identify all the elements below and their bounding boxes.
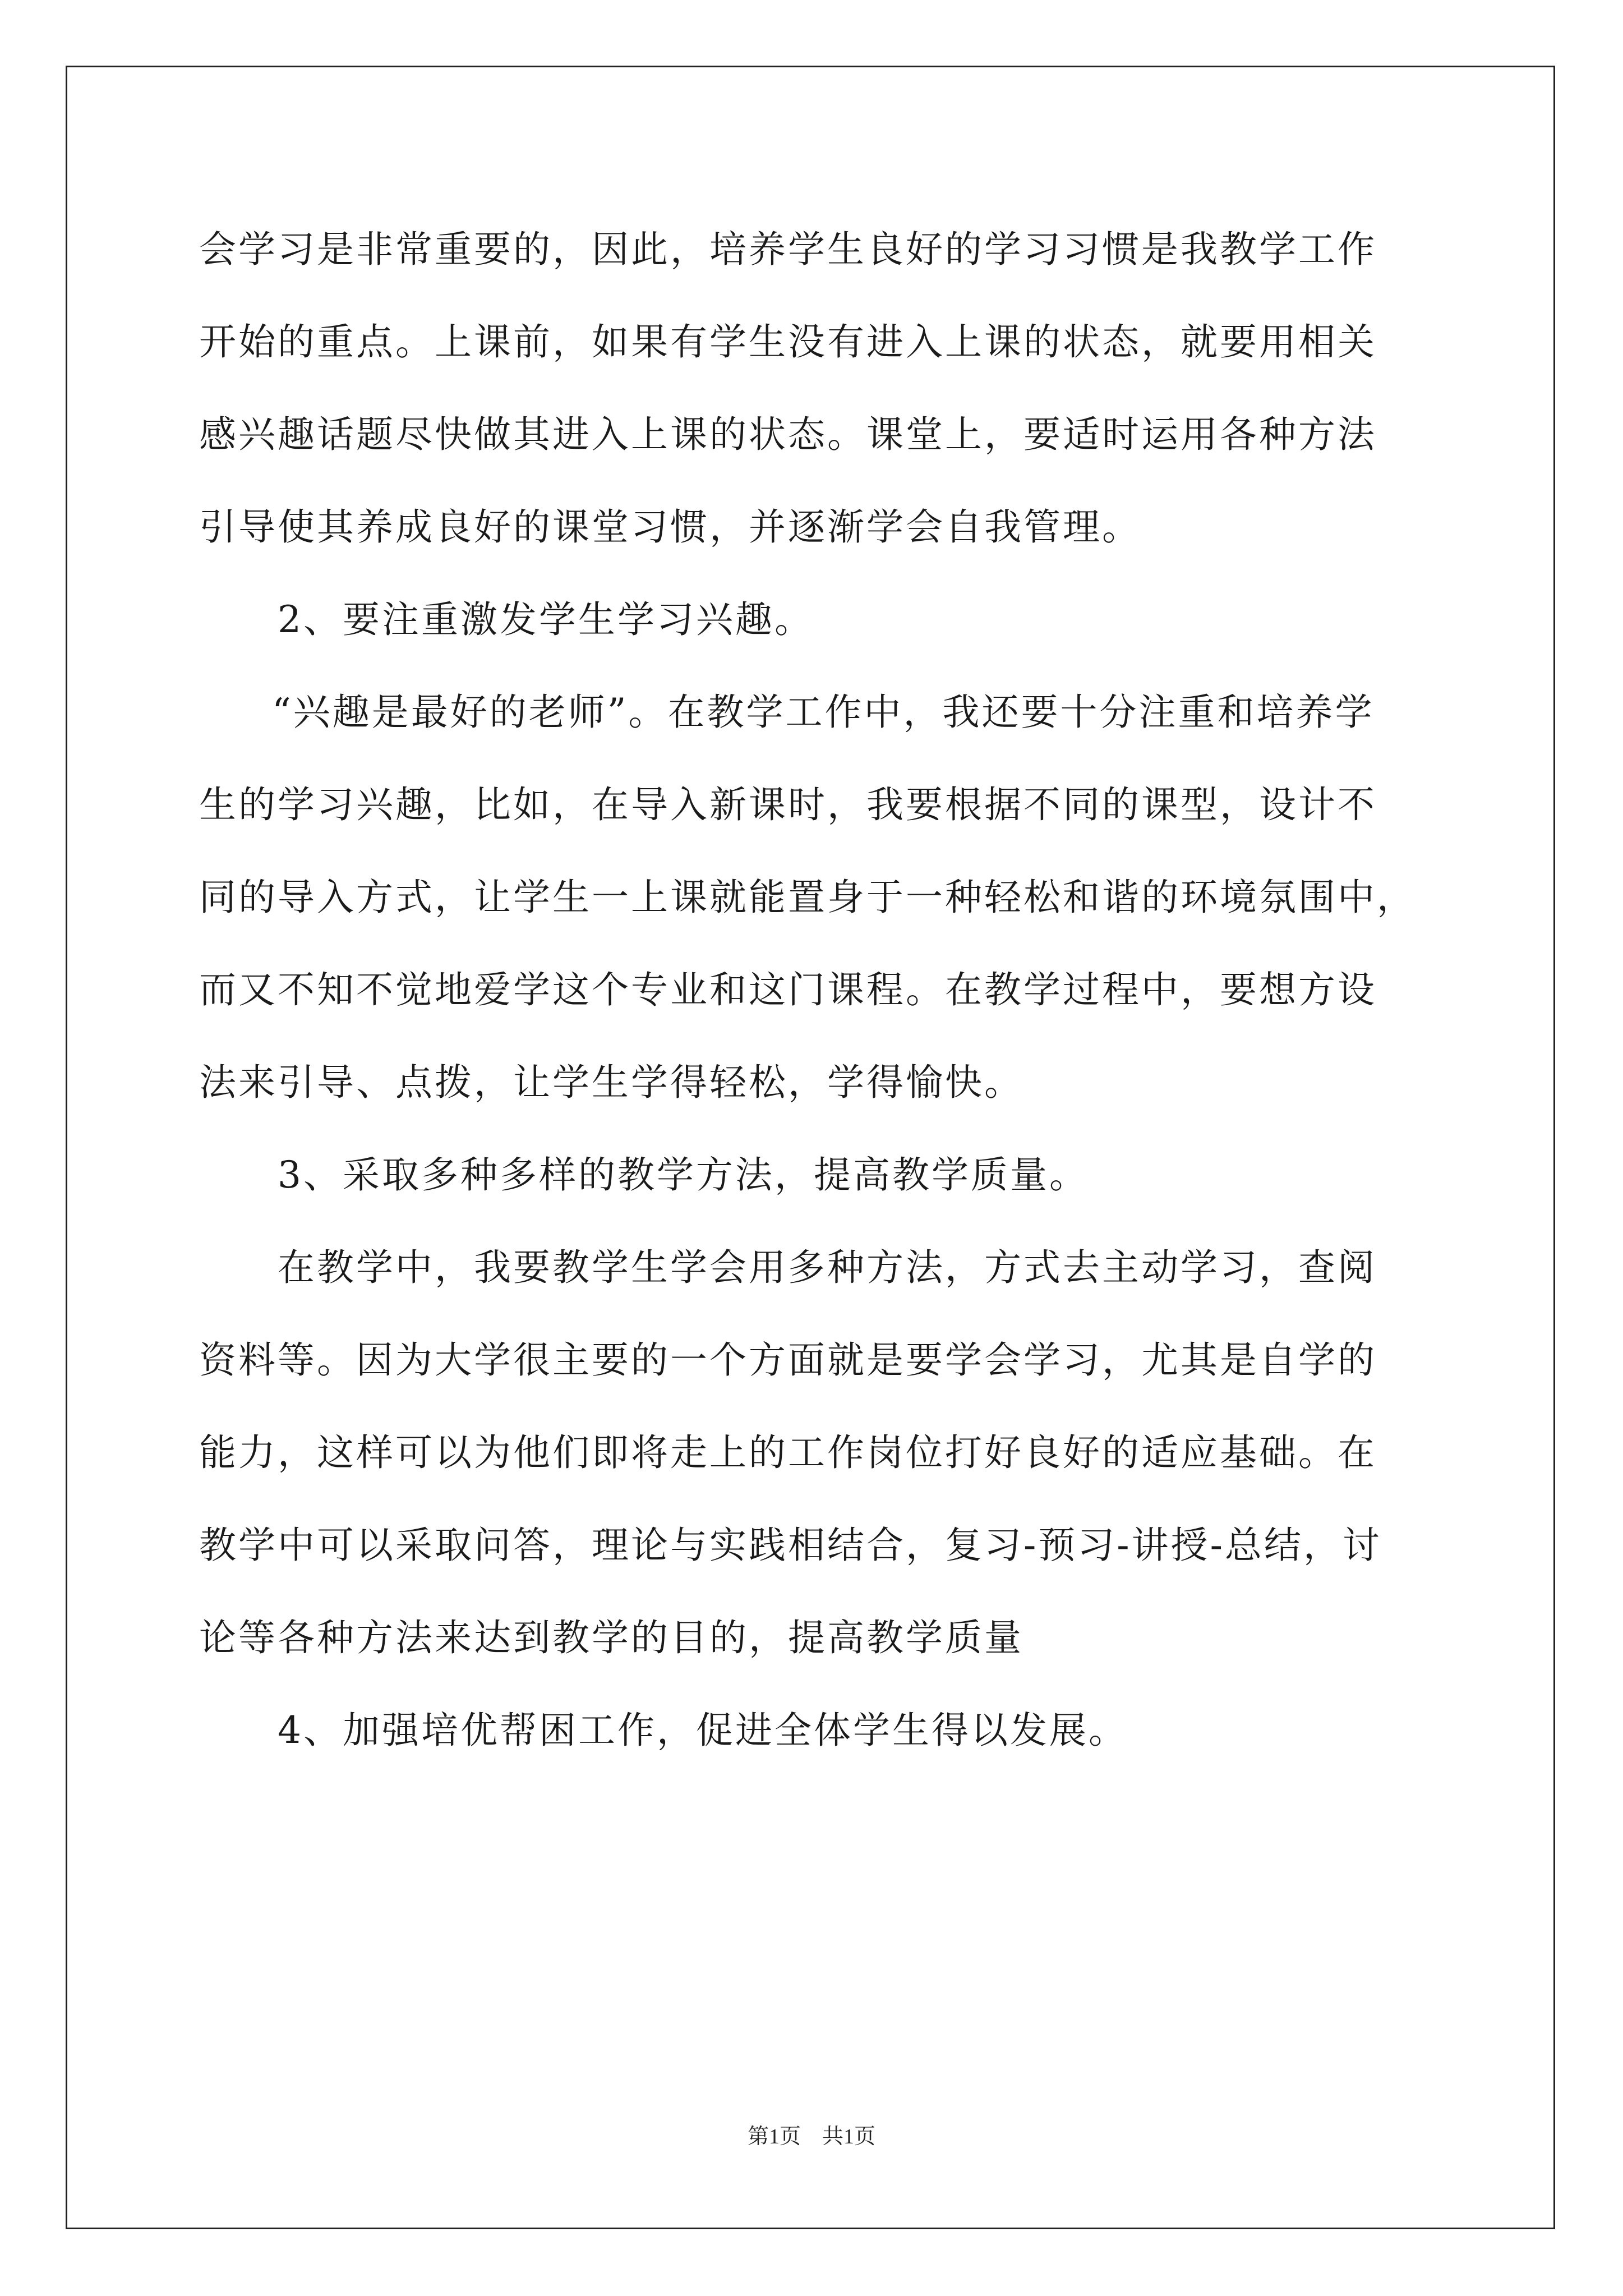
paragraph-line: 开始的重点。上课前，如果有学生没有进入上课的状态，就要用相关 xyxy=(199,320,1377,364)
paragraph-line: 感兴趣话题尽快做其进入上课的状态。课堂上，要适时运用各种方法 xyxy=(199,413,1377,456)
paragraph-line: 而又不知不觉地爱学这个专业和这门课程。在教学过程中，要想方设 xyxy=(199,968,1377,1011)
paragraph-line: “兴趣是最好的老师”。在教学工作中，我还要十分注重和培养学 xyxy=(272,691,1375,734)
paragraph-line: 在教学中，我要教学生学会用多种方法，方式去主动学习，查阅 xyxy=(278,1246,1377,1289)
section-heading: 3、采取多种多样的教学方法，提高教学质量。 xyxy=(278,1153,1089,1197)
paragraph-line: 引导使其养成良好的课堂习惯，并逐渐学会自我管理。 xyxy=(199,505,1141,549)
paragraph-line: 资料等。因为大学很主要的一个方面就是要学会学习，尤其是自学的 xyxy=(199,1338,1377,1382)
paragraph-line: 能力，这样可以为他们即将走上的工作岗位打好良好的适应基础。在 xyxy=(199,1431,1377,1474)
page-number-footer: 第1页 共1页 xyxy=(747,2125,875,2148)
paragraph-line: 法来引导、点拨，让学生学得轻松，学得愉快。 xyxy=(199,1061,1023,1104)
paragraph-line: 生的学习兴趣，比如，在导入新课时，我要根据不同的课型，设计不 xyxy=(199,783,1377,826)
paragraph-line: 论等各种方法来达到教学的目的，提高教学质量 xyxy=(199,1616,1023,1659)
page-border xyxy=(66,66,1555,2229)
section-heading: 2、要注重激发学生学习兴趣。 xyxy=(278,598,814,641)
paragraph-line: 同的导入方式，让学生一上课就能置身于一种轻松和谐的环境氛围中， xyxy=(199,876,1416,919)
paragraph-line: 教学中可以采取问答，理论与实践相结合，复习-预习-讲授-总结，讨 xyxy=(199,1524,1382,1567)
section-heading: 4、加强培优帮困工作，促进全体学生得以发展。 xyxy=(278,1709,1128,1752)
paragraph-line: 会学习是非常重要的，因此，培养学生良好的学习习惯是我教学工作 xyxy=(199,228,1377,271)
